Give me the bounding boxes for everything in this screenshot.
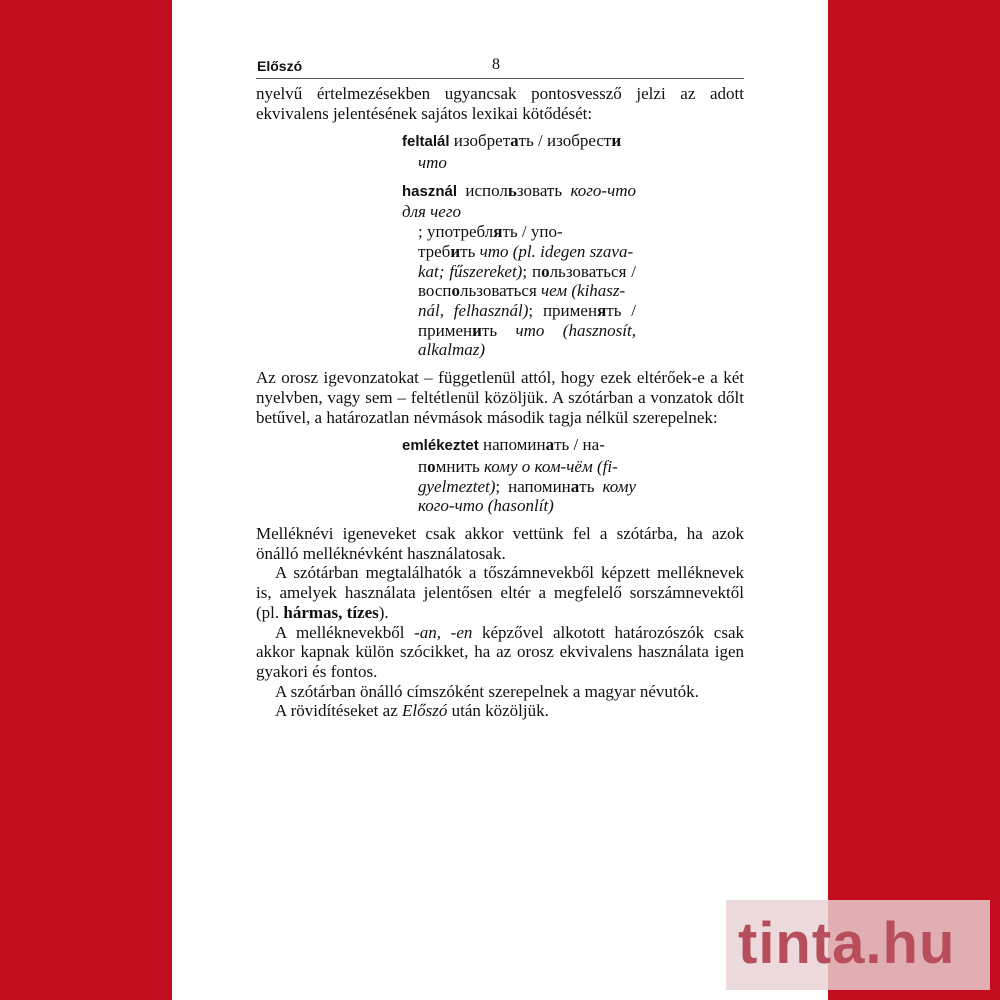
russian-equivalent: льзоваться bbox=[459, 281, 537, 301]
government-note: кому кого-что (hasonlít) bbox=[418, 476, 636, 516]
paragraph-5-end: képzővel alkotott határozószók csak akkor kapnak külön szócikket, ha az orosz ekvivalens használata igen gyakori és fontos. bbox=[256, 622, 744, 681]
paragraph-7-text: A rövidítéseket az bbox=[275, 701, 402, 721]
russian-equivalent: п bbox=[418, 456, 428, 476]
stress-mark: я bbox=[597, 301, 607, 321]
stress-mark: и bbox=[472, 320, 482, 340]
page-body bbox=[256, 84, 744, 721]
russian-equivalent: ; примен bbox=[528, 301, 598, 321]
russian-equivalent: льзоваться / восп bbox=[418, 261, 637, 301]
russian-equivalent: ть bbox=[460, 241, 476, 261]
russian-equivalent: ; напомин bbox=[495, 476, 571, 496]
book-page bbox=[172, 0, 828, 1000]
gloss-note: что (pl. idegen szava bbox=[479, 241, 628, 261]
russian-equivalent: изобрет bbox=[453, 131, 511, 151]
russian-equivalent: ; п bbox=[522, 261, 542, 281]
paragraph-7-end: után közöljük. bbox=[447, 701, 549, 721]
russian-equivalent: треб bbox=[418, 241, 451, 261]
government-note: что bbox=[418, 153, 447, 173]
stress-mark: о bbox=[451, 281, 460, 301]
entry-headword: feltalál bbox=[402, 133, 450, 151]
stress-mark: о bbox=[427, 456, 436, 476]
russian-equivalent: ть bbox=[579, 476, 595, 496]
russian-equivalent: ть / упо bbox=[502, 222, 557, 242]
russian-equivalent: мнить bbox=[435, 456, 480, 476]
paragraph-5-text: A melléknevekből bbox=[275, 622, 415, 642]
watermark-logo bbox=[726, 900, 990, 990]
paragraph-3: Melléknévi igeneveket csak akkor vettünk fel a szótárba, ha azok önálló melléknévként használatosak. bbox=[256, 524, 744, 563]
paragraph-6: A szótárban önálló címszóként szerepelnek a magyar névutók. bbox=[275, 681, 699, 701]
section-title: Előszó bbox=[257, 58, 303, 74]
government-note: кого-что для чего bbox=[402, 180, 636, 221]
russian-equivalent: напомин bbox=[482, 435, 546, 455]
paragraph-5 bbox=[256, 623, 744, 682]
paragraph-2: Az orosz igevonzatokat – függetlenül attól, hogy ezek eltérőek-e a két nyelvben, vagy sem – feltétlenül közöljük. A szótárban a vonzatok dőlt betűvel, a határozatlan névmások második tagja nélkül szerepelnek: bbox=[256, 368, 744, 427]
title-reference: Előszó bbox=[402, 701, 448, 721]
russian-equivalent: ; употребл bbox=[418, 222, 494, 242]
watermark-text: tinta.hu bbox=[738, 911, 956, 976]
page-header bbox=[256, 56, 744, 79]
stress-mark: и bbox=[611, 131, 622, 151]
gloss-note: что (hasznosít, alkalmaz) bbox=[418, 320, 636, 360]
suffix-example: -an, -en bbox=[414, 622, 473, 642]
dictionary-entry-hasznal: használ использовать кого-что для чего ; употреблять / упо- требить что (pl. idegen szava- kat; fűszereket); пользоваться / воспользоваться чем (kihasz- nál, felhasznál); применять / применить что (hasznosít, alkalmaz) bbox=[402, 180, 637, 360]
paragraph-7 bbox=[256, 701, 744, 721]
gloss-note: gyelmeztet) bbox=[418, 476, 496, 496]
paragraph-4 bbox=[256, 563, 744, 622]
paragraph-4-end: ). bbox=[378, 602, 389, 622]
paragraph-4-text: A szótárban megtalálhatók a tőszámnevekből képzett melléknevek is, amelyek használata jelentősen eltér a megfelelő sorszámnevektől (pl. bbox=[256, 563, 744, 622]
gloss-note: чем (kihasz bbox=[541, 281, 620, 301]
dictionary-entry-feltalal bbox=[402, 131, 636, 172]
stress-mark: а bbox=[570, 476, 580, 496]
stress-mark: а bbox=[510, 131, 519, 151]
russian-equivalent: зовать bbox=[516, 180, 563, 200]
stress-mark: и bbox=[450, 241, 461, 261]
paragraph-1: nyelvű értelmezésekben ugyancsak pontosvessző jelzi az adott ekvivalens jelentésének sajátos lexikai kötődését: bbox=[256, 84, 744, 123]
stress-mark: ь bbox=[507, 180, 517, 200]
entry-headword: használ bbox=[402, 182, 458, 200]
gloss-note: kat; fűszereket) bbox=[418, 261, 523, 281]
stress-mark: а bbox=[545, 435, 555, 455]
gloss-note: nál, felhasznál) bbox=[418, 301, 529, 321]
page-number: 8 bbox=[492, 56, 500, 73]
example-words: hármas, tízes bbox=[283, 602, 379, 622]
russian-equivalent: ть / изобрест bbox=[518, 131, 612, 151]
dictionary-entry-emlekeztet: emlékeztet напоминать / на- помнить кому о ком-чём (fi- gyelmeztet); напоминать кому кого-что (hasonlít) bbox=[402, 435, 636, 516]
russian-equivalent: ть bbox=[481, 320, 498, 340]
stress-mark: я bbox=[493, 222, 503, 242]
russian-equivalent: ть / на bbox=[554, 435, 600, 455]
russian-equivalent: испол bbox=[465, 180, 508, 200]
russian-equivalent: ть / примен bbox=[418, 301, 636, 340]
stress-mark: о bbox=[541, 261, 550, 281]
government-note: кому о ком-чём (fi bbox=[484, 456, 613, 476]
entry-headword: emlékeztet bbox=[402, 437, 479, 455]
